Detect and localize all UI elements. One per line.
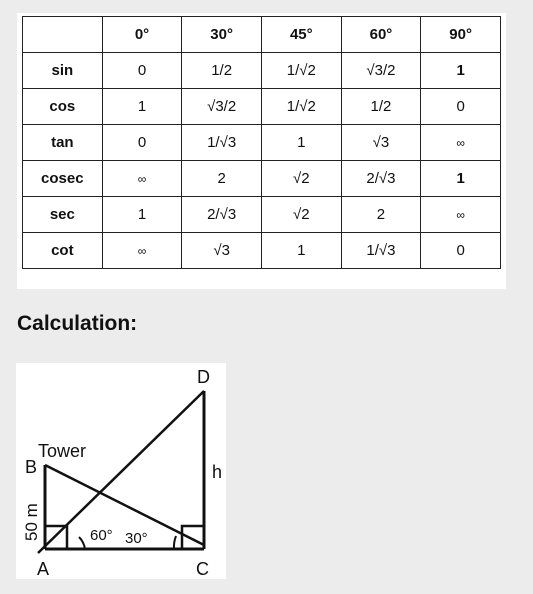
function-name-cell: tan (23, 125, 103, 161)
header-cell: 90° (421, 17, 501, 53)
table-cell: 1/√2 (261, 53, 341, 89)
angle-arc-a (79, 537, 85, 549)
header-cell: 45° (261, 17, 341, 53)
table-cell: 1/2 (182, 53, 262, 89)
line-a-to-d (38, 391, 204, 553)
table-cell: 2 (182, 161, 262, 197)
function-name-cell: cos (23, 89, 103, 125)
table-cell: 1 (261, 125, 341, 161)
table-cell: ∞ (102, 233, 182, 269)
table-header-row (23, 17, 501, 53)
tower-label: Tower (38, 441, 87, 461)
table-cell: 1/√2 (261, 89, 341, 125)
side-h-label: h (212, 462, 223, 482)
table-cell: ∞ (102, 161, 182, 197)
table-cell: 0 (102, 53, 182, 89)
header-cell: 60° (341, 17, 421, 53)
table-cell: 1 (261, 233, 341, 269)
table-cell: √3/2 (182, 89, 262, 125)
point-c-label: C (196, 559, 209, 579)
height-label: 50 m (22, 503, 41, 541)
table-row (23, 125, 501, 161)
right-angle-marker-c (182, 526, 204, 549)
table-cell: 2/√3 (182, 197, 262, 233)
angle-arc-c (174, 536, 176, 549)
trig-table-card (17, 13, 506, 289)
table-cell: 1 (102, 89, 182, 125)
table-cell: 1 (421, 53, 501, 89)
table-cell: ∞ (421, 197, 501, 233)
table-cell: √3 (182, 233, 262, 269)
function-name-cell: cosec (23, 161, 103, 197)
tower-diagram-card (16, 363, 226, 579)
table-cell: √3 (341, 125, 421, 161)
table-row (23, 53, 501, 89)
calculation-heading: Calculation: (17, 312, 138, 335)
point-d-label: D (197, 367, 210, 387)
table-row (23, 233, 501, 269)
function-name-cell: sin (23, 53, 103, 89)
table-cell: 0 (421, 233, 501, 269)
table-row (23, 197, 501, 233)
header-cell: 0° (102, 17, 182, 53)
header-cell: 30° (182, 17, 262, 53)
table-cell: 2/√3 (341, 161, 421, 197)
table-cell: √3/2 (341, 53, 421, 89)
angle-a-label: 60° (90, 527, 113, 544)
header-cell (23, 17, 103, 53)
table-cell: 1/2 (341, 89, 421, 125)
table-cell: 0 (102, 125, 182, 161)
angle-c-label: 30° (125, 530, 148, 547)
table-row (23, 161, 501, 197)
point-b-label: B (25, 457, 38, 477)
table-cell: 1 (102, 197, 182, 233)
function-name-cell: sec (23, 197, 103, 233)
function-name-cell: cot (23, 233, 103, 269)
table-cell: √2 (261, 197, 341, 233)
table-cell: 1 (421, 161, 501, 197)
table-cell: √2 (261, 161, 341, 197)
table-row (23, 89, 501, 125)
table-cell: 1/√3 (182, 125, 262, 161)
table-cell: 0 (421, 89, 501, 125)
trig-values-table (22, 16, 501, 269)
table-cell: ∞ (421, 125, 501, 161)
tower-diagram (16, 363, 226, 579)
point-a-label: A (37, 559, 50, 579)
table-cell: 2 (341, 197, 421, 233)
table-cell: 1/√3 (341, 233, 421, 269)
